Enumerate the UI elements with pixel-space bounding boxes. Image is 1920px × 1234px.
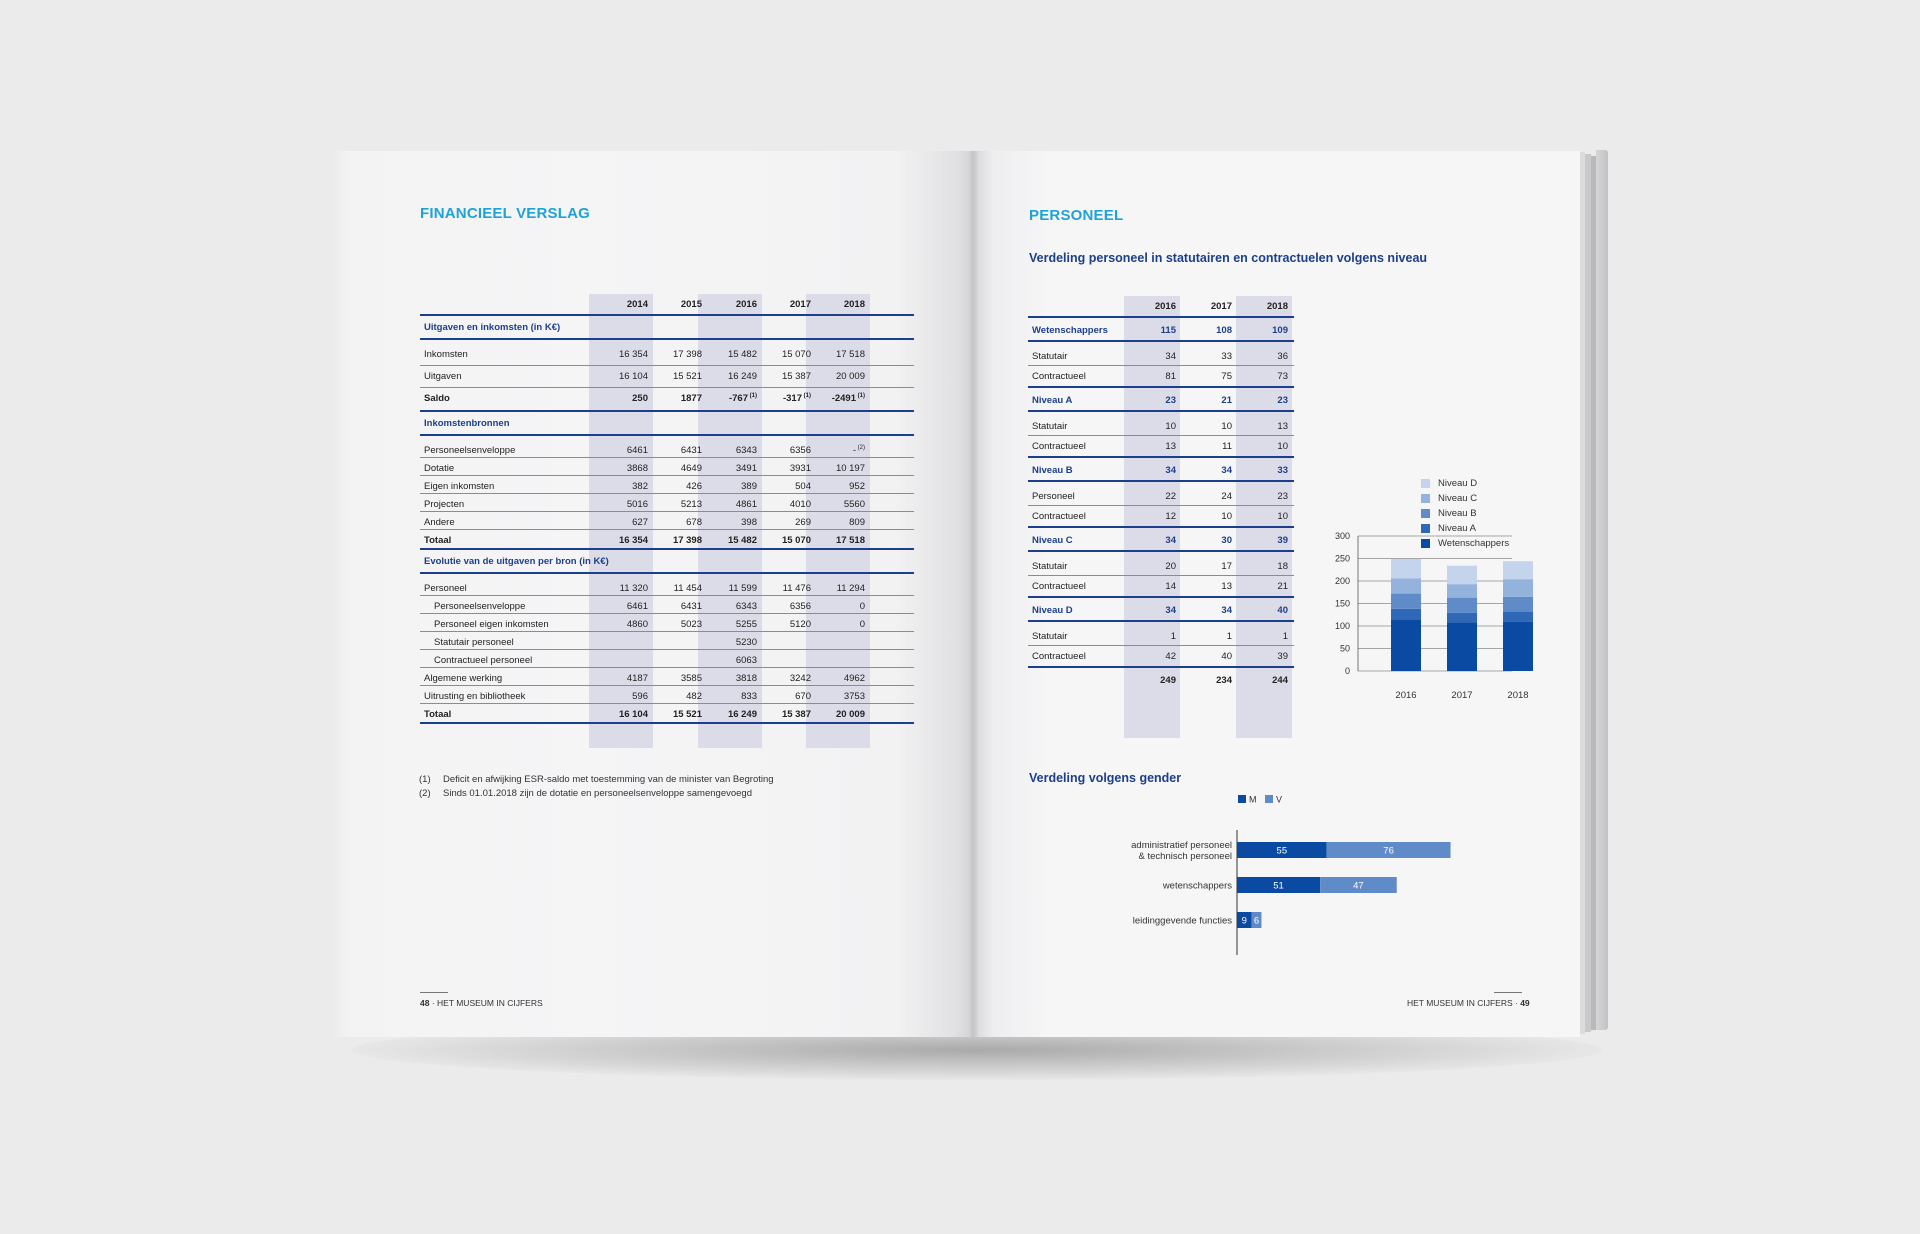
year-header: 2016 (735, 299, 757, 310)
table-row (420, 668, 914, 686)
page-title: FINANCIEEL VERSLAG (420, 205, 591, 222)
table-row (420, 476, 914, 494)
legend-label: Niveau A (1438, 523, 1477, 534)
table-row (420, 632, 914, 650)
row-label: Personeel eigen inkomsten (434, 619, 549, 630)
section-heading-text: Inkomstenbronnen (424, 418, 510, 429)
cell-value: 12 (1165, 511, 1176, 522)
cell-value: -2491 $^{(1)}$ (831, 393, 865, 405)
section-heading-text: Evolutie van de uitgaven per bron (in K€) (424, 556, 609, 567)
cell-value: 115 (1160, 325, 1176, 336)
cell-value: 3585 (680, 673, 702, 684)
cell-value: 627 (632, 517, 648, 528)
row-label: Dotatie (424, 463, 455, 474)
row-label: Eigen inkomsten (424, 481, 495, 492)
footnote-text: Deficit en afwijking ESR-saldo met toestemming van de minister van Begroting (443, 774, 774, 785)
bar-segment (1391, 578, 1421, 593)
group-row (1028, 460, 1294, 478)
year-header: 2018 (1266, 301, 1288, 312)
page-footer-left (420, 998, 543, 1008)
cell-value: 11 294 (836, 583, 865, 594)
cell-value: 5560 (843, 499, 865, 510)
table-rule (1028, 340, 1294, 342)
cell-value: 39 (1277, 651, 1288, 662)
cell-value: 81 (1165, 371, 1176, 382)
table-row (1028, 416, 1294, 434)
cell-value: 6356 (789, 601, 811, 612)
y-tick-label: 100 (1334, 621, 1350, 631)
table-rule (420, 338, 914, 340)
footnotes (419, 773, 774, 801)
row-label: Statutair personeel (434, 637, 514, 648)
bar-segment (1391, 594, 1421, 609)
table-row (420, 650, 914, 668)
cell-value: 16 104 (618, 709, 648, 720)
cell-value: 34 (1221, 605, 1232, 616)
group-label: Wetenschappers (1032, 325, 1108, 336)
cell-value: 13 (1165, 441, 1176, 452)
group-label: Niveau C (1032, 535, 1073, 546)
cell-value: 21 (1221, 395, 1232, 406)
cell-value: 15 521 (672, 709, 702, 720)
table-row (1028, 506, 1294, 524)
row-label: Contractueel (1032, 511, 1086, 522)
cell-value: 16 354 (618, 349, 648, 360)
cell-value: 73 (1277, 371, 1288, 382)
cell-value: 34 (1165, 535, 1176, 546)
cell-value: 17 398 (672, 535, 702, 546)
table-rule (1028, 666, 1294, 668)
cell-value: 16 104 (618, 371, 648, 382)
cell-value: - $^{(2)}$ (852, 445, 865, 457)
table-rule (1028, 596, 1294, 598)
legend-swatch (1265, 795, 1273, 803)
cell-value: 6461 (626, 445, 648, 456)
cell-value: 4860 (626, 619, 648, 630)
group-label: Niveau D (1032, 605, 1073, 616)
cell-value: 16 249 (727, 709, 757, 720)
row-label: Projecten (424, 499, 465, 510)
cell-value: 24 (1221, 491, 1232, 502)
cell-value: 10 (1221, 421, 1232, 432)
cell-value: 5255 (735, 619, 757, 630)
cell-value: 34 (1165, 351, 1176, 362)
cell-value: 1 (1170, 631, 1176, 642)
group-label: Niveau A (1032, 395, 1073, 406)
table-rule (1028, 620, 1294, 622)
cell-value: 42 (1165, 651, 1176, 662)
cell-value: 5023 (680, 619, 702, 630)
cell-value: 15 482 (727, 535, 757, 546)
y-tick-label: 50 (1339, 643, 1350, 654)
group-row (1028, 530, 1294, 548)
cell-value: 40 (1221, 651, 1232, 662)
row-label: Statutair (1032, 421, 1068, 432)
year-header: 2017 (1210, 301, 1232, 312)
cell-value: 17 398 (672, 349, 702, 360)
footnote (419, 787, 774, 801)
table-rule (1028, 410, 1294, 412)
table-row (1028, 556, 1294, 574)
row-label: Totaal (424, 535, 452, 546)
cell-value: 3818 (735, 673, 757, 684)
cell-value: 6343 (735, 601, 757, 612)
bar-segment (1503, 579, 1533, 597)
table-rule (1028, 480, 1294, 482)
cell-value: 34 (1165, 605, 1176, 616)
data-label: 55 (1276, 845, 1288, 857)
cell-value: 10 197 (835, 463, 865, 474)
table-row (1028, 486, 1294, 504)
group-row (1028, 600, 1294, 618)
cell-value: 1 (1226, 631, 1232, 642)
cell-value: 382 (632, 481, 648, 492)
y-tick-label: 150 (1334, 598, 1350, 609)
cell-value: 3931 (789, 463, 811, 474)
bar-segment (1503, 612, 1533, 622)
bar-segment (1447, 613, 1477, 622)
cell-value: 18 (1277, 561, 1288, 572)
cell-value: 6063 (735, 655, 757, 666)
row-label: Uitgaven (424, 371, 462, 382)
cell-value: -767 $^{(1)}$ (728, 393, 757, 405)
cell-value: 33 (1221, 351, 1232, 362)
row-label: Contractueel (1032, 651, 1086, 662)
cell-value: 15 387 (781, 371, 811, 382)
legend-label: Niveau D (1438, 478, 1478, 489)
cell-value: 21 (1277, 581, 1288, 592)
bar-segment (1503, 561, 1533, 579)
cell-value: 15 387 (781, 709, 811, 720)
header-row (420, 294, 914, 312)
cell-value: 17 518 (835, 349, 865, 360)
cell-value: 670 (795, 691, 811, 702)
cell-value: 250 (632, 393, 648, 404)
cell-value: 20 009 (835, 709, 865, 720)
row-label: Totaal (424, 709, 452, 720)
cell-value: 10 (1165, 421, 1176, 432)
bar-segment (1447, 566, 1477, 584)
cell-value: 5016 (626, 499, 648, 510)
table-row (420, 596, 914, 614)
row-label: Saldo (424, 393, 450, 404)
row-label: Statutair (1032, 631, 1068, 642)
footnote-ref: (1) (748, 393, 757, 399)
cell-value: 10 (1277, 511, 1288, 522)
table-row (420, 388, 914, 406)
cell-value: 13 (1277, 421, 1288, 432)
category-label: & technisch personeel (1138, 851, 1232, 862)
legend-swatch (1238, 795, 1246, 803)
year-header: 2018 (843, 299, 865, 310)
data-label: 51 (1273, 880, 1284, 892)
cell-value: 504 (795, 481, 811, 492)
cell-value: 11 (1222, 441, 1232, 452)
total-row (1028, 670, 1294, 688)
cell-value: 40 (1277, 605, 1288, 616)
book-spine (968, 151, 978, 1037)
bar-segment (1391, 619, 1421, 671)
bar-segment (1391, 559, 1421, 578)
data-label: 9 (1241, 915, 1247, 927)
cell-value: -317 $^{(1)}$ (782, 393, 811, 405)
cell-value: 22 (1165, 491, 1176, 502)
row-label: Personeelsenveloppe (424, 445, 516, 456)
footnote (419, 773, 774, 787)
footer-rule (420, 992, 448, 993)
table-rule (420, 314, 914, 316)
cell-value: 34 (1221, 465, 1232, 476)
cell-value: 20 (1165, 561, 1176, 572)
table-rule (420, 722, 914, 724)
cell-value: 33 (1277, 465, 1288, 476)
cell-value: 16 249 (727, 371, 757, 382)
cell-value: 109 (1272, 325, 1288, 336)
row-label: Contractueel (1032, 441, 1086, 452)
table-row (420, 494, 914, 512)
row-label: Inkomsten (424, 349, 468, 360)
cell-value: 75 (1221, 371, 1232, 382)
page-title: PERSONEEL (1029, 207, 1124, 224)
cell-value: 3242 (789, 673, 811, 684)
row-label: Personeel (1032, 491, 1075, 502)
cell-value: 6431 (680, 601, 702, 612)
cell-value: 952 (849, 481, 865, 492)
legend-label: M (1249, 794, 1257, 805)
year-header: 2017 (789, 299, 811, 310)
cell-value: 36 (1277, 351, 1288, 362)
x-tick-label: 2018 (1507, 690, 1529, 701)
section-heading: Verdeling personeel in statutairen en contractuelen volgens niveau (1029, 251, 1428, 265)
cell-value: 20 009 (835, 371, 865, 382)
table-row (1028, 436, 1294, 454)
page-edge-right (1596, 150, 1608, 1030)
cell-value: 5213 (680, 499, 702, 510)
cell-value: 6356 (789, 445, 811, 456)
category-label: leidinggevende functies (1132, 915, 1232, 927)
row-label: Personeel (424, 583, 467, 594)
table-rule (1028, 386, 1294, 388)
cell-value: 3868 (626, 463, 648, 474)
cell-value: 11 599 (728, 583, 757, 594)
page-footer-right (1407, 998, 1530, 1008)
cell-value: 3491 (735, 463, 757, 474)
cell-value: 30 (1221, 535, 1232, 546)
legend-label: Niveau C (1438, 493, 1478, 504)
bar-segment (1447, 584, 1477, 598)
cell-value: 17 518 (835, 535, 865, 546)
bar-segment (1391, 609, 1421, 619)
data-label: 6 (1253, 915, 1260, 927)
page-number: 49 (1520, 998, 1530, 1008)
cell-value: 389 (741, 481, 757, 492)
y-tick-label: 0 (1344, 666, 1350, 676)
row-label: Personeelsenveloppe (434, 601, 526, 612)
footer-text: HET MUSEUM IN CIJFERS · (1407, 998, 1521, 1008)
cell-value: 244 (1272, 675, 1288, 686)
cell-value: 15 482 (727, 349, 757, 360)
stacked-bar-chart (1320, 470, 1529, 710)
footnote-ref: (1) (802, 393, 811, 399)
table-row (420, 614, 914, 632)
table-row (1028, 346, 1294, 364)
cell-value: 4962 (843, 673, 865, 684)
cell-value: 16 354 (618, 535, 648, 546)
legend-label: Wetenschappers (1438, 538, 1510, 549)
y-tick-label: 200 (1334, 576, 1350, 586)
group-row (1028, 320, 1294, 338)
table-rule (1028, 550, 1294, 552)
cell-value: 10 (1277, 441, 1288, 452)
x-tick-label: 2017 (1451, 690, 1473, 701)
cell-value: 678 (686, 517, 702, 528)
cell-value: 6343 (735, 445, 757, 456)
cell-value: 11 476 (782, 583, 811, 594)
table-rule (1028, 316, 1294, 318)
bar-segment (1503, 597, 1533, 612)
x-tick-label: 2016 (1395, 690, 1417, 701)
gender-bar-chart (1100, 790, 1500, 960)
group-label: Niveau B (1032, 465, 1073, 476)
cell-value: 23 (1277, 395, 1288, 406)
cell-value: 234 (1216, 675, 1232, 686)
footnote-number: (2) (419, 788, 431, 799)
table-rule (1028, 526, 1294, 528)
footnote-ref: (2) (856, 445, 865, 451)
section-heading: Verdeling volgens gender (1029, 771, 1182, 785)
bar-segment (1447, 598, 1477, 613)
footer-text: · HET MUSEUM IN CIJFERS (429, 998, 543, 1008)
table-row (420, 366, 914, 384)
cell-value: 426 (686, 481, 702, 492)
cell-value: 34 (1165, 465, 1176, 476)
cell-value: 0 (859, 619, 865, 630)
cell-value: 4010 (789, 499, 811, 510)
y-tick-label: 300 (1334, 531, 1350, 541)
section-heading-text: Uitgaven en inkomsten (in K€) (424, 322, 561, 333)
row-label: Statutair (1032, 351, 1068, 362)
row-label: Algemene werking (424, 673, 503, 684)
cell-value: 482 (686, 691, 702, 702)
legend-label: Niveau B (1438, 508, 1477, 519)
cell-value: 11 454 (673, 583, 702, 594)
footer-rule (1494, 992, 1522, 993)
table-row (1028, 646, 1294, 664)
cell-value: 15 070 (781, 535, 811, 546)
cell-value: 6461 (626, 601, 648, 612)
cell-value: 10 (1221, 511, 1232, 522)
cell-value: 11 320 (619, 583, 648, 594)
category-label: wetenschappers (1162, 880, 1232, 892)
row-label: Contractueel (1032, 581, 1086, 592)
data-label: 47 (1353, 880, 1364, 892)
row-label: Andere (424, 517, 455, 528)
cell-value: 108 (1216, 325, 1232, 336)
cell-value: 5120 (789, 619, 811, 630)
category-label: administratief personeel (1131, 840, 1232, 851)
table-row (420, 512, 914, 530)
group-row (1028, 390, 1294, 408)
year-header: 2014 (626, 299, 648, 310)
table-row (420, 344, 914, 362)
cell-value: 1 (1282, 631, 1288, 642)
row-label: Contractueel (1032, 371, 1086, 382)
table-row (420, 530, 914, 548)
table-rule (1028, 456, 1294, 458)
cell-value: 249 (1160, 675, 1176, 686)
bar-segment (1447, 622, 1477, 671)
table-row (420, 686, 914, 704)
cell-value: 23 (1277, 491, 1288, 502)
row-label: Contractueel personeel (434, 655, 533, 666)
cell-value: 39 (1277, 535, 1288, 546)
table-row (420, 578, 914, 596)
cell-value: 14 (1165, 581, 1176, 592)
cell-value: 6431 (680, 445, 702, 456)
table-rule (420, 572, 914, 574)
table-row (1028, 626, 1294, 644)
cell-value: 5230 (735, 637, 757, 648)
table-row (420, 458, 914, 476)
year-header: 2016 (1154, 301, 1176, 312)
row-label: Statutair (1032, 561, 1068, 572)
cell-value: 1877 (680, 393, 702, 404)
cell-value: 23 (1165, 395, 1176, 406)
table-row (420, 704, 914, 722)
page-edge-right (1585, 154, 1591, 1032)
table-row (420, 440, 914, 458)
cell-value: 4861 (735, 499, 757, 510)
cell-value: 4187 (626, 673, 648, 684)
cell-value: 0 (859, 601, 865, 612)
year-header: 2015 (680, 299, 702, 310)
cell-value: 13 (1221, 581, 1232, 592)
y-tick-label: 250 (1334, 553, 1350, 564)
table-rule (420, 548, 914, 550)
legend-label: V (1276, 794, 1283, 805)
page-edge-right (1591, 156, 1596, 1030)
cell-value: 4649 (680, 463, 702, 474)
bar-segment (1503, 622, 1533, 671)
cell-value: 809 (849, 517, 865, 528)
footnote-number: (1) (419, 774, 431, 785)
row-label: Uitrusting en bibliotheek (424, 691, 526, 702)
cell-value: 15 521 (672, 371, 702, 382)
table-rule (420, 410, 914, 412)
header-row (1028, 296, 1294, 314)
page-number: 48 (420, 998, 430, 1008)
table-row (1028, 366, 1294, 384)
table-row (1028, 576, 1294, 594)
cell-value: 833 (741, 691, 757, 702)
cell-value: 17 (1221, 561, 1232, 572)
footnote-text: Sinds 01.01.2018 zijn de dotatie en personeelsenveloppe samengevoegd (443, 788, 752, 799)
cell-value: 269 (795, 517, 811, 528)
cell-value: 3753 (843, 691, 865, 702)
table-rule (420, 434, 914, 436)
footnote-ref: (1) (856, 393, 865, 399)
data-label: 76 (1383, 845, 1394, 857)
cell-value: 596 (632, 691, 648, 702)
cell-value: 398 (741, 517, 757, 528)
cell-value: 15 070 (781, 349, 811, 360)
